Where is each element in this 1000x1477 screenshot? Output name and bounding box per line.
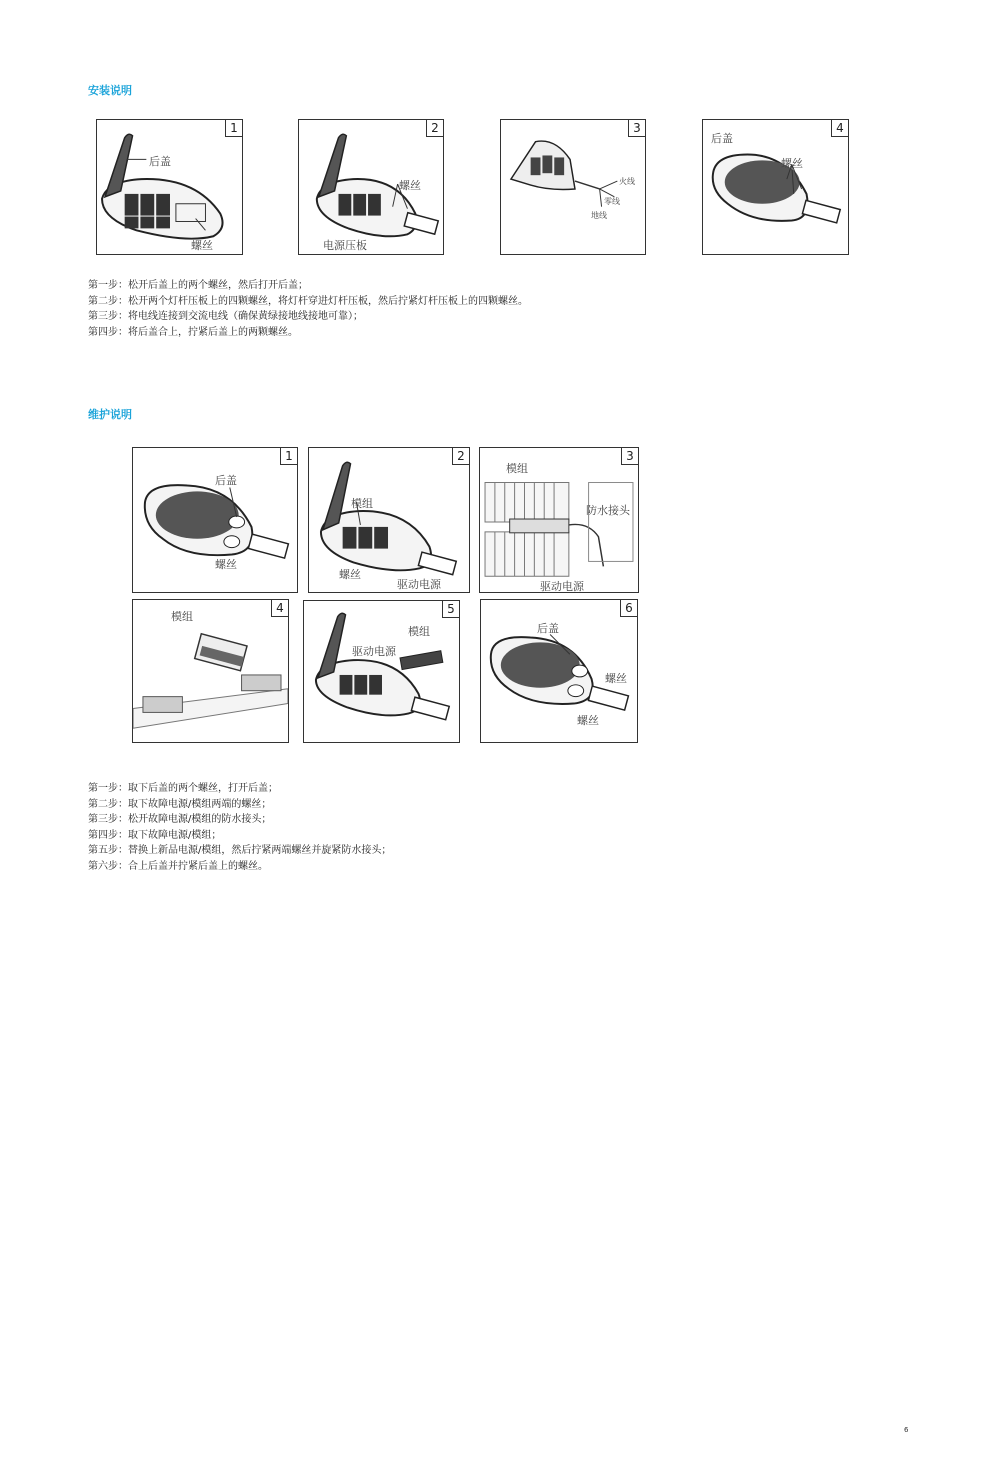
- step-item: 第四步：取下故障电源/模组；: [88, 829, 222, 841]
- panel-number: 3: [628, 120, 645, 137]
- step-item: 第五步：替换上新品电源/模组，然后拧紧两端螺丝并旋紧防水接头；: [88, 845, 392, 856]
- waterproof-connector-label: 防水接头: [586, 504, 630, 517]
- maint-panel-2: [308, 447, 470, 593]
- maint-panel-5: [303, 600, 460, 743]
- maint-panel-3: [479, 447, 639, 593]
- module-label: 模组: [171, 610, 193, 623]
- back-cover-label: 后盖: [215, 474, 237, 487]
- step-item: 第四步：将后盖合上，拧紧后盖上的两颗螺丝。: [88, 326, 298, 338]
- module-label: 模组: [506, 462, 528, 475]
- step-item: 第三步：将电线连接到交流电线（确保黄绿接地线接地可靠）；: [88, 311, 363, 322]
- module-label: 模组: [351, 497, 373, 510]
- step-item: 第二步：松开两个灯杆压板上的四颗螺丝，将灯杆穿进灯杆压板，然后拧紧灯杆压板上的四颗螺丝。: [88, 295, 528, 307]
- driver-label: 驱动电源: [540, 580, 584, 593]
- back-cover-label: 后盖: [149, 155, 171, 168]
- module-label: 模组: [408, 625, 430, 638]
- panel-number: 2: [452, 448, 469, 465]
- install-title: 安装说明: [88, 84, 132, 97]
- back-cover-label: 后盖: [537, 622, 559, 635]
- install-panel-3: [500, 119, 646, 255]
- screw-label: 螺丝: [781, 157, 803, 170]
- panel-number: 4: [831, 120, 848, 137]
- screw-label: 螺丝: [339, 568, 361, 581]
- page-number: 6: [904, 1426, 909, 1434]
- screw-label: 螺丝: [605, 672, 627, 685]
- install-steps: [88, 278, 528, 340]
- live-wire-label: 火线: [619, 177, 635, 186]
- open-lamp-illustration: [97, 120, 242, 254]
- maint-panel-4: [132, 599, 289, 743]
- panel-number: 6: [620, 600, 637, 617]
- step-item: 第一步：取下后盖的两个螺丝，打开后盖；: [88, 783, 278, 794]
- panel-number: 2: [426, 120, 443, 137]
- driver-label: 驱动电源: [397, 578, 441, 591]
- panel-number: 1: [225, 120, 242, 137]
- power-plate-label: 电源压板: [323, 239, 367, 252]
- screw-label: 螺丝: [191, 239, 213, 252]
- open-lamp-module-illustration: [304, 601, 459, 742]
- maintenance-title: 维护说明: [88, 408, 132, 421]
- maintenance-steps: [88, 781, 391, 874]
- back-cover-label: 后盖: [711, 132, 733, 145]
- step-item: 第二步：取下故障电源/模组两端的螺丝；: [88, 798, 272, 810]
- install-panel-4: [702, 119, 849, 255]
- maint-panel-6: [480, 599, 638, 743]
- screw-label: 螺丝: [577, 714, 599, 727]
- step-item: 第三步：松开故障电源/模组的防水接头；: [88, 814, 272, 825]
- panel-number: 5: [442, 601, 459, 618]
- ground-wire-label: 地线: [591, 211, 607, 220]
- panel-number: 3: [621, 448, 638, 465]
- screw-label: 螺丝: [215, 558, 237, 571]
- open-lamp-illustration: [309, 448, 469, 592]
- step-item: 第六步：合上后盖并拧紧后盖上的螺丝。: [88, 860, 268, 872]
- neutral-wire-label: 零线: [604, 197, 620, 206]
- driver-label: 驱动电源: [352, 645, 396, 658]
- module-connector-illustration: [480, 448, 638, 592]
- screw-label: 螺丝: [399, 179, 421, 192]
- install-panel-2: [298, 119, 444, 255]
- step-item: 第一步：松开后盖上的两个螺丝，然后打开后盖；: [88, 280, 308, 291]
- panel-number: 1: [280, 448, 297, 465]
- maint-panel-1: [132, 447, 298, 593]
- wiring-illustration: [501, 120, 645, 254]
- module-removal-illustration: [133, 600, 288, 742]
- install-panel-1: [96, 119, 243, 255]
- open-lamp-pole-illustration: [299, 120, 443, 254]
- panel-number: 4: [271, 600, 288, 617]
